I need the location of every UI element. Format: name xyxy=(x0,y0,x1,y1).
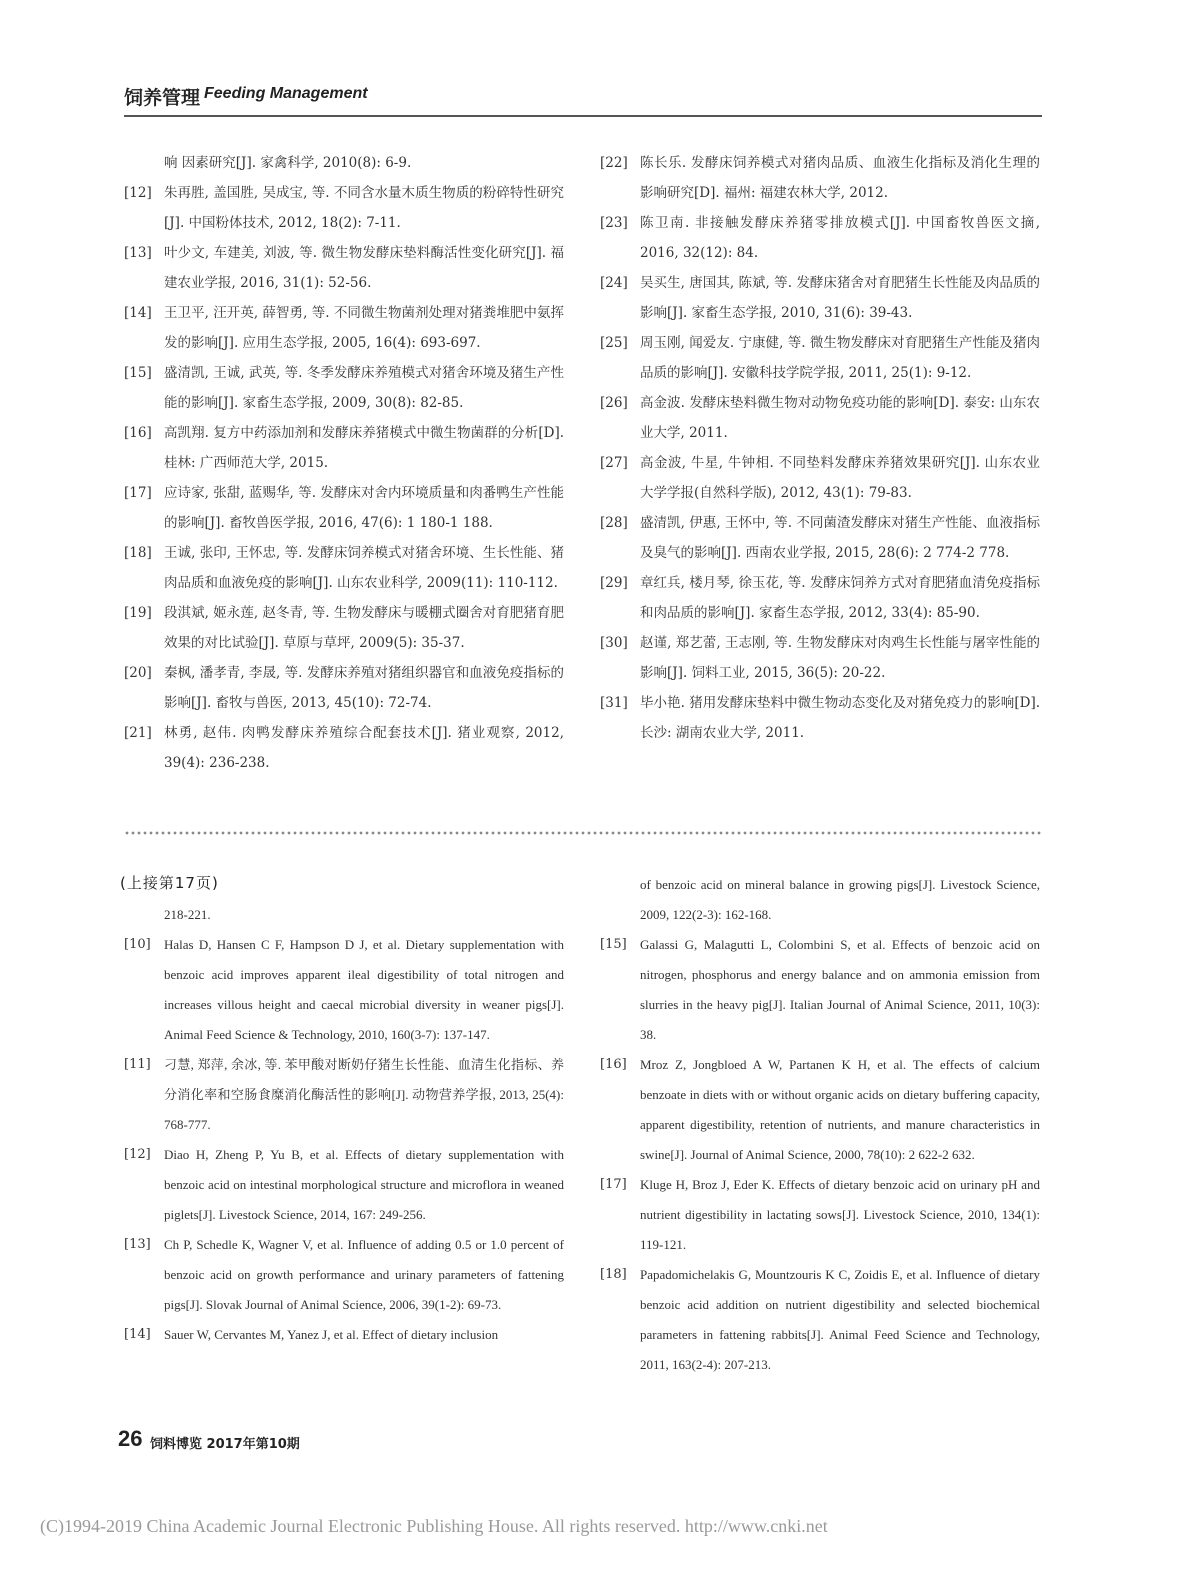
reference-text: Galassi G, Malagutti L, Colombini S, et al. Effects of benzoic acid on nitrogen, phosphorus and energy balance and on ammonia emission from slurries in the heavy pig[J]. Italian Journal of Animal Science, 2011, 10(3): 38. xyxy=(640,937,1040,1042)
reference-item xyxy=(124,238,564,298)
reference-number: [23] xyxy=(600,215,628,231)
reference-number: [27] xyxy=(600,455,628,471)
reference-item xyxy=(600,448,1040,508)
reference-number: [18] xyxy=(600,1267,627,1282)
reference-item xyxy=(124,358,564,418)
reference-number xyxy=(124,148,164,178)
reference-item xyxy=(600,568,1040,628)
reference-item xyxy=(600,870,1040,930)
reference-text: of benzoic acid on mineral balance in growing pigs[J]. Livestock Science, 2009, 122(2-3): 162-168. xyxy=(640,877,1040,922)
reference-text: 盛清凯, 王诚, 武英, 等. 冬季发酵床养殖模式对猪舍环境及猪生产性能的影响[J]. 家畜生态学报, 2009, 30(8): 82-85. xyxy=(164,365,564,411)
reference-text: Diao H, Zheng P, Yu B, et al. Effects of dietary supplementation with benzoic acid on intestinal morphological structure and microflora in weaned piglets[J]. Livestock Science, 2014, 167: 249-256. xyxy=(164,1147,564,1222)
reference-item xyxy=(124,538,564,598)
reference-number: [28] xyxy=(600,515,628,531)
reference-number: [14] xyxy=(124,305,152,321)
reference-text: 高金波, 牛星, 牛钟相. 不同垫料发酵床养猪效果研究[J]. 山东农业大学学报(自然科学版), 2012, 43(1): 79-83. xyxy=(640,455,1040,501)
reference-item xyxy=(600,930,1040,1050)
reference-number: [19] xyxy=(124,605,152,621)
reference-text: 王卫平, 汪开英, 薛智勇, 等. 不同微生物菌剂处理对猪粪堆肥中氨挥发的影响[J]. 应用生态学报, 2005, 16(4): 693-697. xyxy=(164,305,564,351)
reference-number: [11] xyxy=(124,1057,151,1072)
reference-text: 陈卫南. 非接触发酵床养猪零排放模式[J]. 中国畜牧兽医文摘, 2016, 32(12): 84. xyxy=(640,215,1040,261)
reference-number: [31] xyxy=(600,695,628,711)
reference-number: [13] xyxy=(124,245,152,261)
reference-number xyxy=(600,870,640,930)
reference-text: Papadomichelakis G, Mountzouris K C, Zoidis E, et al. Influence of dietary benzoic acid addition on nutrient digestibility and selected biochemical parameters in fattening rabbits[J]. Animal Feed Science and Technology, 2011, 163(2-4): 207-213. xyxy=(640,1267,1040,1372)
references-bottom-left xyxy=(124,900,564,1350)
reference-text: 高凯翔. 复方中药添加剂和发酵床养猪模式中微生物菌群的分析[D]. 桂林: 广西师范大学, 2015. xyxy=(164,425,564,471)
reference-item xyxy=(124,298,564,358)
reference-number: [12] xyxy=(124,1147,151,1162)
references-top-right xyxy=(600,148,1040,748)
reference-number: [14] xyxy=(124,1327,151,1342)
reference-text: 章红兵, 楼月琴, 徐玉花, 等. 发酵床饲养方式对育肥猪血清免疫指标和肉品质的影响[J]. 家畜生态学报, 2012, 33(4): 85-90. xyxy=(640,575,1040,621)
reference-text: 段淇斌, 姬永莲, 赵冬青, 等. 生物发酵床与暖棚式圈舍对育肥猪育肥效果的对比试验[J]. 草原与草坪, 2009(5): 35-37. xyxy=(164,605,564,651)
reference-text: 应诗家, 张甜, 蓝赐华, 等. 发酵床对舍内环境质量和肉番鸭生产性能的影响[J]. 畜牧兽医学报, 2016, 47(6): 1 180-1 188. xyxy=(164,485,564,531)
section-title-en: Feeding Management xyxy=(204,85,368,102)
reference-text: 响 因素研究[J]. 家禽科学, 2010(8): 6-9. xyxy=(164,155,412,171)
reference-text: Sauer W, Cervantes M, Yanez J, et al. Effect of dietary inclusion xyxy=(164,1327,499,1342)
reference-item xyxy=(124,1320,564,1350)
reference-item xyxy=(124,900,564,930)
reference-item xyxy=(124,930,564,1050)
reference-item xyxy=(124,478,564,538)
reference-item xyxy=(124,658,564,718)
reference-item xyxy=(600,688,1040,748)
reference-text: 盛清凯, 伊惠, 王怀中, 等. 不同菌渣发酵床对猪生产性能、血液指标及臭气的影响[J]. 西南农业学报, 2015, 28(6): 2 774-2 778. xyxy=(640,515,1040,561)
reference-text: 秦枫, 潘孝青, 李晟, 等. 发酵床养殖对猪组织器官和血液免疫指标的影响[J]. 畜牧与兽医, 2013, 45(10): 72-74. xyxy=(164,665,564,711)
reference-number xyxy=(124,900,164,930)
reference-number: [17] xyxy=(600,1177,627,1192)
reference-item xyxy=(124,1140,564,1230)
reference-text: 陈长乐. 发酵床饲养模式对猪肉品质、血液生化指标及消化生理的影响研究[D]. 福州: 福建农林大学, 2012. xyxy=(640,155,1040,201)
references-bottom-right xyxy=(600,870,1040,1380)
reference-number: [26] xyxy=(600,395,628,411)
section-title-cn: 饲养管理 xyxy=(124,87,201,109)
references-top-left xyxy=(124,148,564,778)
reference-text: 毕小艳. 猪用发酵床垫料中微生物动态变化及对猪免疫力的影响[D]. 长沙: 湖南农业大学, 2011. xyxy=(640,695,1040,741)
reference-text: Ch P, Schedle K, Wagner V, et al. Influence of adding 0.5 or 1.0 percent of benzoic acid on growth performance and urinary parameters of fattening pigs[J]. Slovak Journal of Animal Science, 2006, 39(1-2): 69-73. xyxy=(164,1237,564,1312)
page-number: 26 xyxy=(118,1426,143,1451)
reference-number: [15] xyxy=(600,937,627,952)
reference-text: 218-221. xyxy=(164,907,211,922)
reference-text: 朱再胜, 盖国胜, 吴成宝, 等. 不同含水量木质生物质的粉碎特性研究[J]. 中国粉体技术, 2012, 18(2): 7-11. xyxy=(164,185,564,231)
reference-number: [29] xyxy=(600,575,628,591)
reference-item xyxy=(124,178,564,238)
reference-item xyxy=(600,208,1040,268)
reference-item xyxy=(124,148,564,178)
reference-item xyxy=(124,598,564,658)
reference-text: 叶少文, 车建美, 刘波, 等. 微生物发酵床垫料酶活性变化研究[J]. 福建农业学报, 2016, 31(1): 52-56. xyxy=(164,245,564,291)
reference-text: Mroz Z, Jongbloed A W, Partanen K H, et al. The effects of calcium benzoate in diets with or without organic acids on dietary buffering capacity, apparent digestibility, retention of nutrients, and manure characteristics in swine[J]. Journal of Animal Science, 2000, 78(10): 2 622-2 632. xyxy=(640,1057,1040,1162)
reference-item xyxy=(600,1050,1040,1170)
reference-item xyxy=(600,1260,1040,1380)
reference-item xyxy=(600,388,1040,448)
reference-item xyxy=(600,328,1040,388)
reference-text: 高金波. 发酵床垫料微生物对动物免疫功能的影响[D]. 泰安: 山东农业大学, 2011. xyxy=(640,395,1040,441)
reference-text: Halas D, Hansen C F, Hampson D J, et al. Dietary supplementation with benzoic acid improves apparent ileal digestibility of total nitrogen and increases villous height and caecal microbial diversity in weaner pigs[J]. Animal Feed Science & Technology, 2010, 160(3-7): 137-147. xyxy=(164,937,564,1042)
header-rule xyxy=(124,115,1042,117)
reference-item xyxy=(600,268,1040,328)
reference-text: 刁慧, 郑萍, 余冰, 等. 苯甲酸对断奶仔猪生长性能、血清生化指标、养分消化率和空肠食糜消化酶活性的影响[J]. 动物营养学报, 2013, 25(4): 768-777. xyxy=(164,1057,564,1132)
reference-text: Kluge H, Broz J, Eder K. Effects of dietary benzoic acid on urinary pH and nutrient digestibility in lactating sows[J]. Livestock Science, 2010, 134(1): 119-121. xyxy=(640,1177,1040,1252)
reference-item xyxy=(124,1230,564,1320)
reference-item xyxy=(124,418,564,478)
copyright-notice: (C)1994-2019 China Academic Journal Electronic Publishing House. All rights reserved. http://www.cnki.net xyxy=(40,1516,828,1536)
reference-text: 林勇, 赵伟. 肉鸭发酵床养殖综合配套技术[J]. 猪业观察, 2012, 39(4): 236-238. xyxy=(164,725,564,771)
reference-item xyxy=(124,718,564,778)
reference-item xyxy=(600,508,1040,568)
reference-item xyxy=(124,1050,564,1140)
reference-number: [10] xyxy=(124,937,151,952)
reference-number: [12] xyxy=(124,185,152,201)
reference-number: [22] xyxy=(600,155,628,171)
journal-issue: 饲料博览 2017年第10期 xyxy=(150,1437,300,1452)
reference-item xyxy=(600,1170,1040,1260)
reference-number: [24] xyxy=(600,275,628,291)
reference-number: [16] xyxy=(124,425,152,441)
reference-number: [16] xyxy=(600,1057,627,1072)
section-divider xyxy=(124,828,1042,838)
reference-number: [17] xyxy=(124,485,152,501)
reference-text: 赵谨, 郑艺蕾, 王志刚, 等. 生物发酵床对肉鸡生长性能与屠宰性能的影响[J]. 饲料工业, 2015, 36(5): 20-22. xyxy=(640,635,1040,681)
continued-label: (上接第17页) xyxy=(120,874,219,892)
reference-number: [25] xyxy=(600,335,628,351)
reference-number: [13] xyxy=(124,1237,151,1252)
reference-text: 周玉刚, 闻爱友. 宁康健, 等. 微生物发酵床对育肥猪生产性能及猪肉品质的影响[J]. 安徽科技学院学报, 2011, 25(1): 9-12. xyxy=(640,335,1040,381)
reference-number: [21] xyxy=(124,725,152,741)
reference-text: 吴买生, 唐国其, 陈斌, 等. 发酵床猪舍对育肥猪生长性能及肉品质的影响[J]. 家畜生态学报, 2010, 31(6): 39-43. xyxy=(640,275,1040,321)
reference-text: 王诚, 张印, 王怀忠, 等. 发酵床饲养模式对猪舍环境、生长性能、猪肉品质和血液免疫的影响[J]. 山东农业科学, 2009(11): 110-112. xyxy=(164,545,564,591)
reference-number: [20] xyxy=(124,665,152,681)
reference-number: [15] xyxy=(124,365,152,381)
reference-item xyxy=(600,628,1040,688)
reference-item xyxy=(600,148,1040,208)
reference-number: [30] xyxy=(600,635,628,651)
reference-number: [18] xyxy=(124,545,152,561)
